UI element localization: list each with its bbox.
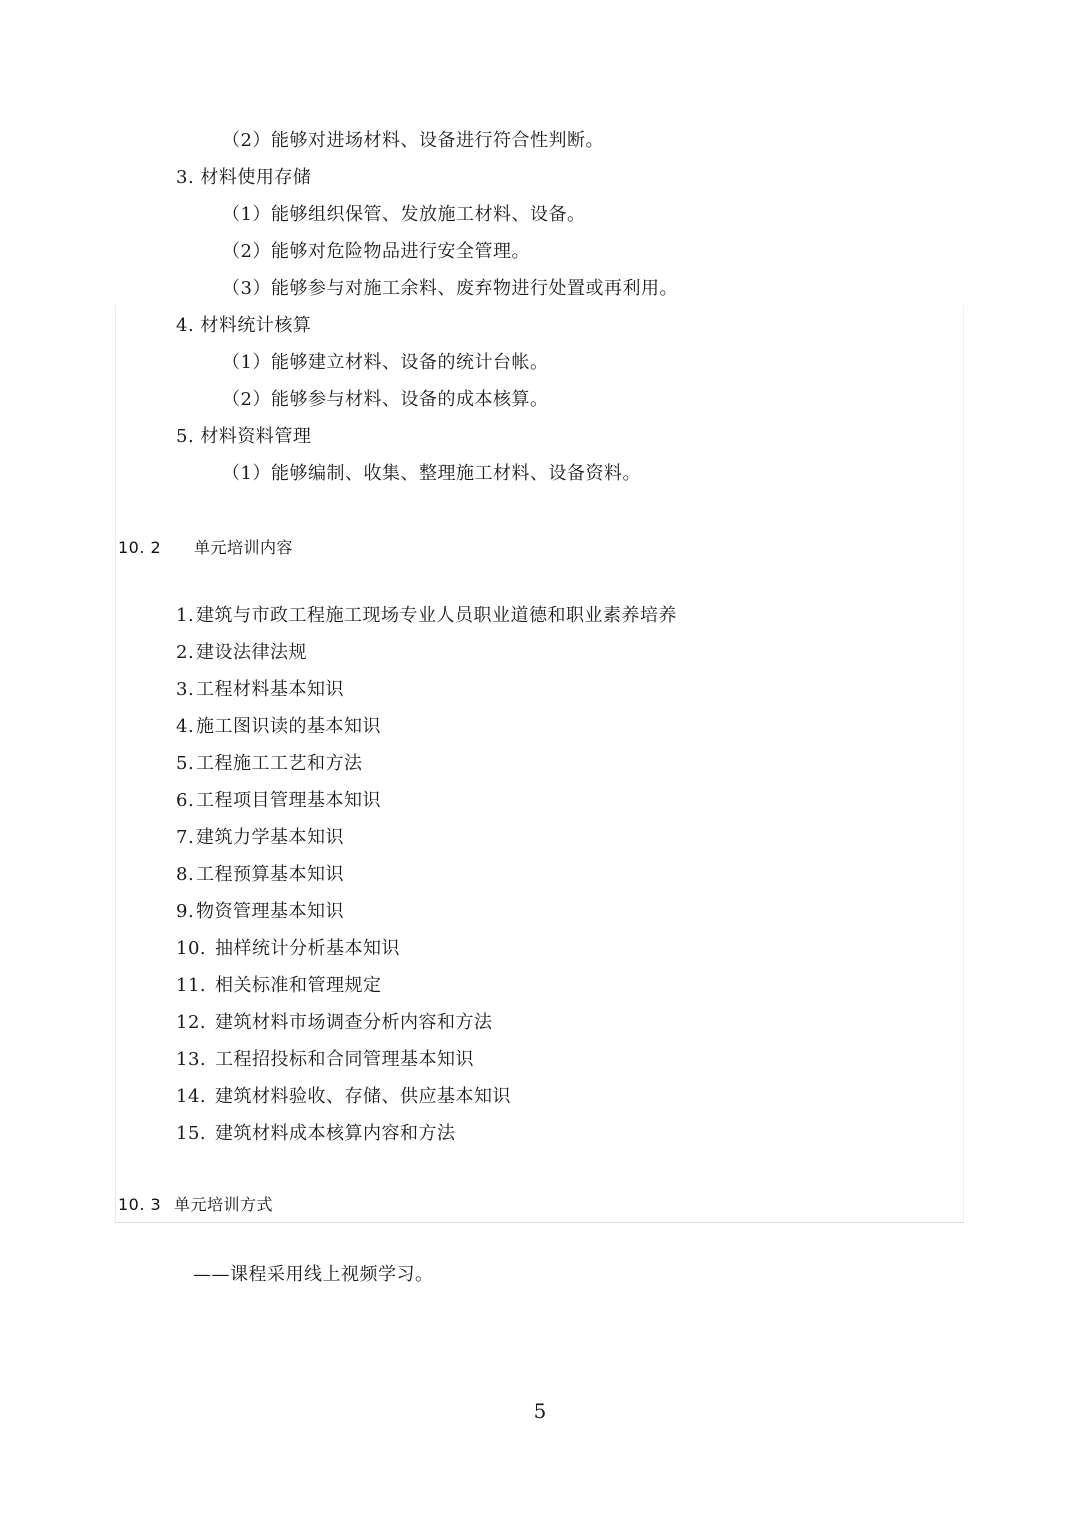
section-number: 10. 2 <box>118 538 162 557</box>
list-item-number: 11. <box>176 975 207 996</box>
page-number: 5 <box>533 1399 547 1423</box>
panel-border-bottom <box>115 1222 964 1223</box>
list-item <box>176 1011 493 1035</box>
list-item <box>176 826 344 850</box>
list-item-number: 1. <box>176 605 195 626</box>
requirement-group-title: 4. 材料统计核算 <box>176 315 312 336</box>
list-item <box>176 789 381 813</box>
section-title: 单元培训方式 <box>174 1195 274 1214</box>
list-item <box>176 937 400 961</box>
list-item-text: 建设法律法规 <box>196 642 307 663</box>
list-item-text: 抽样统计分析基本知识 <box>215 938 400 959</box>
requirement-item: （2）能够参与材料、设备的成本核算。 <box>222 389 549 410</box>
list-item-number: 4. <box>176 716 195 737</box>
list-item <box>176 641 307 665</box>
requirement-item: （1）能够编制、收集、整理施工材料、设备资料。 <box>222 463 641 484</box>
list-item <box>176 604 677 628</box>
list-item <box>176 863 344 887</box>
list-item-number: 5. <box>176 753 195 774</box>
requirement-group-title: 3. 材料使用存储 <box>176 167 312 188</box>
list-item-text: 工程招投标和合同管理基本知识 <box>215 1049 474 1070</box>
requirement-item: （3）能够参与对施工余料、废弃物进行处置或再利用。 <box>222 278 678 299</box>
list-item-number: 7. <box>176 827 195 848</box>
requirement-carry-over: （2）能够对进场材料、设备进行符合性判断。 <box>222 130 604 151</box>
list-item <box>176 1122 456 1146</box>
list-item-text: 建筑材料市场调查分析内容和方法 <box>215 1012 493 1033</box>
list-item-text: 建筑与市政工程施工现场专业人员职业道德和职业素养培养 <box>196 605 677 626</box>
section-heading-10-3 <box>118 1194 273 1216</box>
requirement-item: （1）能够建立材料、设备的统计台帐。 <box>222 352 549 373</box>
requirement-item: （2）能够对危险物品进行安全管理。 <box>222 241 530 262</box>
list-item-text: 相关标准和管理规定 <box>215 975 382 996</box>
list-item-text: 施工图识读的基本知识 <box>196 716 381 737</box>
list-item-text: 工程材料基本知识 <box>196 679 344 700</box>
list-item-number: 2. <box>176 642 195 663</box>
list-item-text: 建筑材料成本核算内容和方法 <box>215 1123 456 1144</box>
list-item <box>176 1085 511 1109</box>
panel-border-left <box>115 305 116 1223</box>
list-item <box>176 715 381 739</box>
list-item-number: 3. <box>176 679 195 700</box>
list-item-number: 13. <box>176 1049 207 1070</box>
section-title: 单元培训内容 <box>194 538 294 557</box>
list-item-text: 物资管理基本知识 <box>196 901 344 922</box>
requirement-item: （1）能够组织保管、发放施工材料、设备。 <box>222 204 586 225</box>
list-item-number: 6. <box>176 790 195 811</box>
section-heading-10-2 <box>118 537 293 559</box>
list-item-number: 14. <box>176 1086 207 1107</box>
list-item <box>176 678 344 702</box>
list-item <box>176 974 382 998</box>
list-item-text: 工程预算基本知识 <box>196 864 344 885</box>
requirement-group-title: 5. 材料资料管理 <box>176 426 312 447</box>
list-item-text: 建筑材料验收、存储、供应基本知识 <box>215 1086 511 1107</box>
section-number: 10. 3 <box>118 1195 162 1214</box>
list-item-text: 工程施工工艺和方法 <box>196 753 363 774</box>
list-item-text: 建筑力学基本知识 <box>196 827 344 848</box>
list-item-text: 工程项目管理基本知识 <box>196 790 381 811</box>
training-method-text: ——课程采用线上视频学习。 <box>193 1264 434 1285</box>
list-item <box>176 1048 474 1072</box>
list-item <box>176 752 363 776</box>
panel-border-right <box>963 305 964 1223</box>
list-item-number: 12. <box>176 1012 207 1033</box>
list-item-number: 8. <box>176 864 195 885</box>
list-item <box>176 900 344 924</box>
list-item-number: 10. <box>176 938 207 959</box>
list-item-number: 15. <box>176 1123 207 1144</box>
list-item-number: 9. <box>176 901 195 922</box>
